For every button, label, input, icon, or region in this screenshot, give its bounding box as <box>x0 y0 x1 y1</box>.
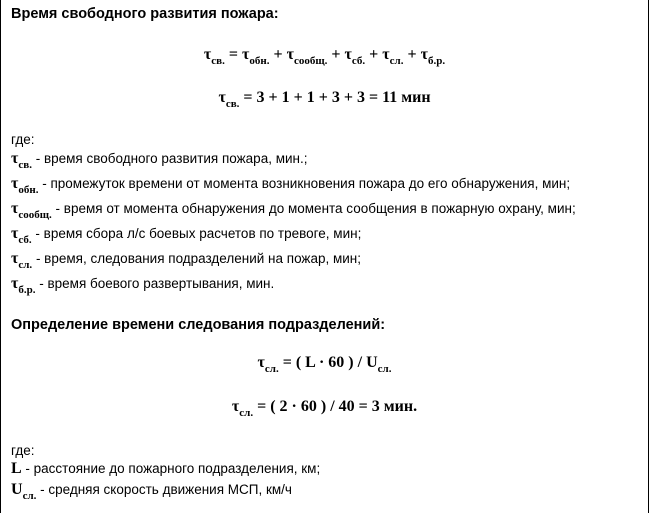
formula-travel-time: $\tau_{сл.}$ = ( L · 60 ) / $U_{сл.}$ <box>257 354 392 375</box>
definition-t-soobsch: $\tau_{сообщ.}$ - время от момента обнаружения до момента сообщения в пожарную охрану, мин; <box>11 200 576 221</box>
where-label-2: где: <box>11 443 35 458</box>
definition-u-sl: $U_{сл.}$ - средняя скорость движения МСП, км/ч <box>11 481 292 502</box>
definition-t-sv: $\tau_{св.}$ - время свободного развития пожара, мин.; <box>11 150 308 171</box>
section-heading-travel-time: Определение времени следования подразделений: <box>11 317 386 333</box>
definition-t-obn: $\tau_{обн.}$ - промежуток времени от момента возникновения пожара до его обнаружения, мин; <box>11 175 571 196</box>
section-heading-free-development-time: Время свободного развития пожара: <box>11 6 279 22</box>
where-label: где: <box>11 132 35 147</box>
definition-t-sl: $\tau_{сл.}$ - время, следования подразделений на пожар, мин; <box>11 250 361 271</box>
formula-free-development-result: $\tau_{св.} = 3 + 1 + 1 + 3 + 3 = 11$ мин <box>218 89 431 110</box>
definition-l: L - расстояние до пожарного подразделения, км; <box>11 460 321 477</box>
definition-t-sb: $\tau_{сб.}$ - время сбора л/с боевых расчетов по тревоге, мин; <box>11 225 362 246</box>
definition-t-br: $\tau_{б.р.}$ - время боевого развертывания, мин. <box>11 275 275 296</box>
formula-travel-time-result: $\tau_{сл.}$ = ( 2 · 60 ) / 40 = 3 мин. <box>231 398 418 419</box>
formula-free-development-time: $\tau_{св.} = \tau_{обн.} + \tau_{сообщ.} + \tau_{сб.} + \tau_{сл.} + \tau_{б.р.}$ <box>203 46 446 67</box>
